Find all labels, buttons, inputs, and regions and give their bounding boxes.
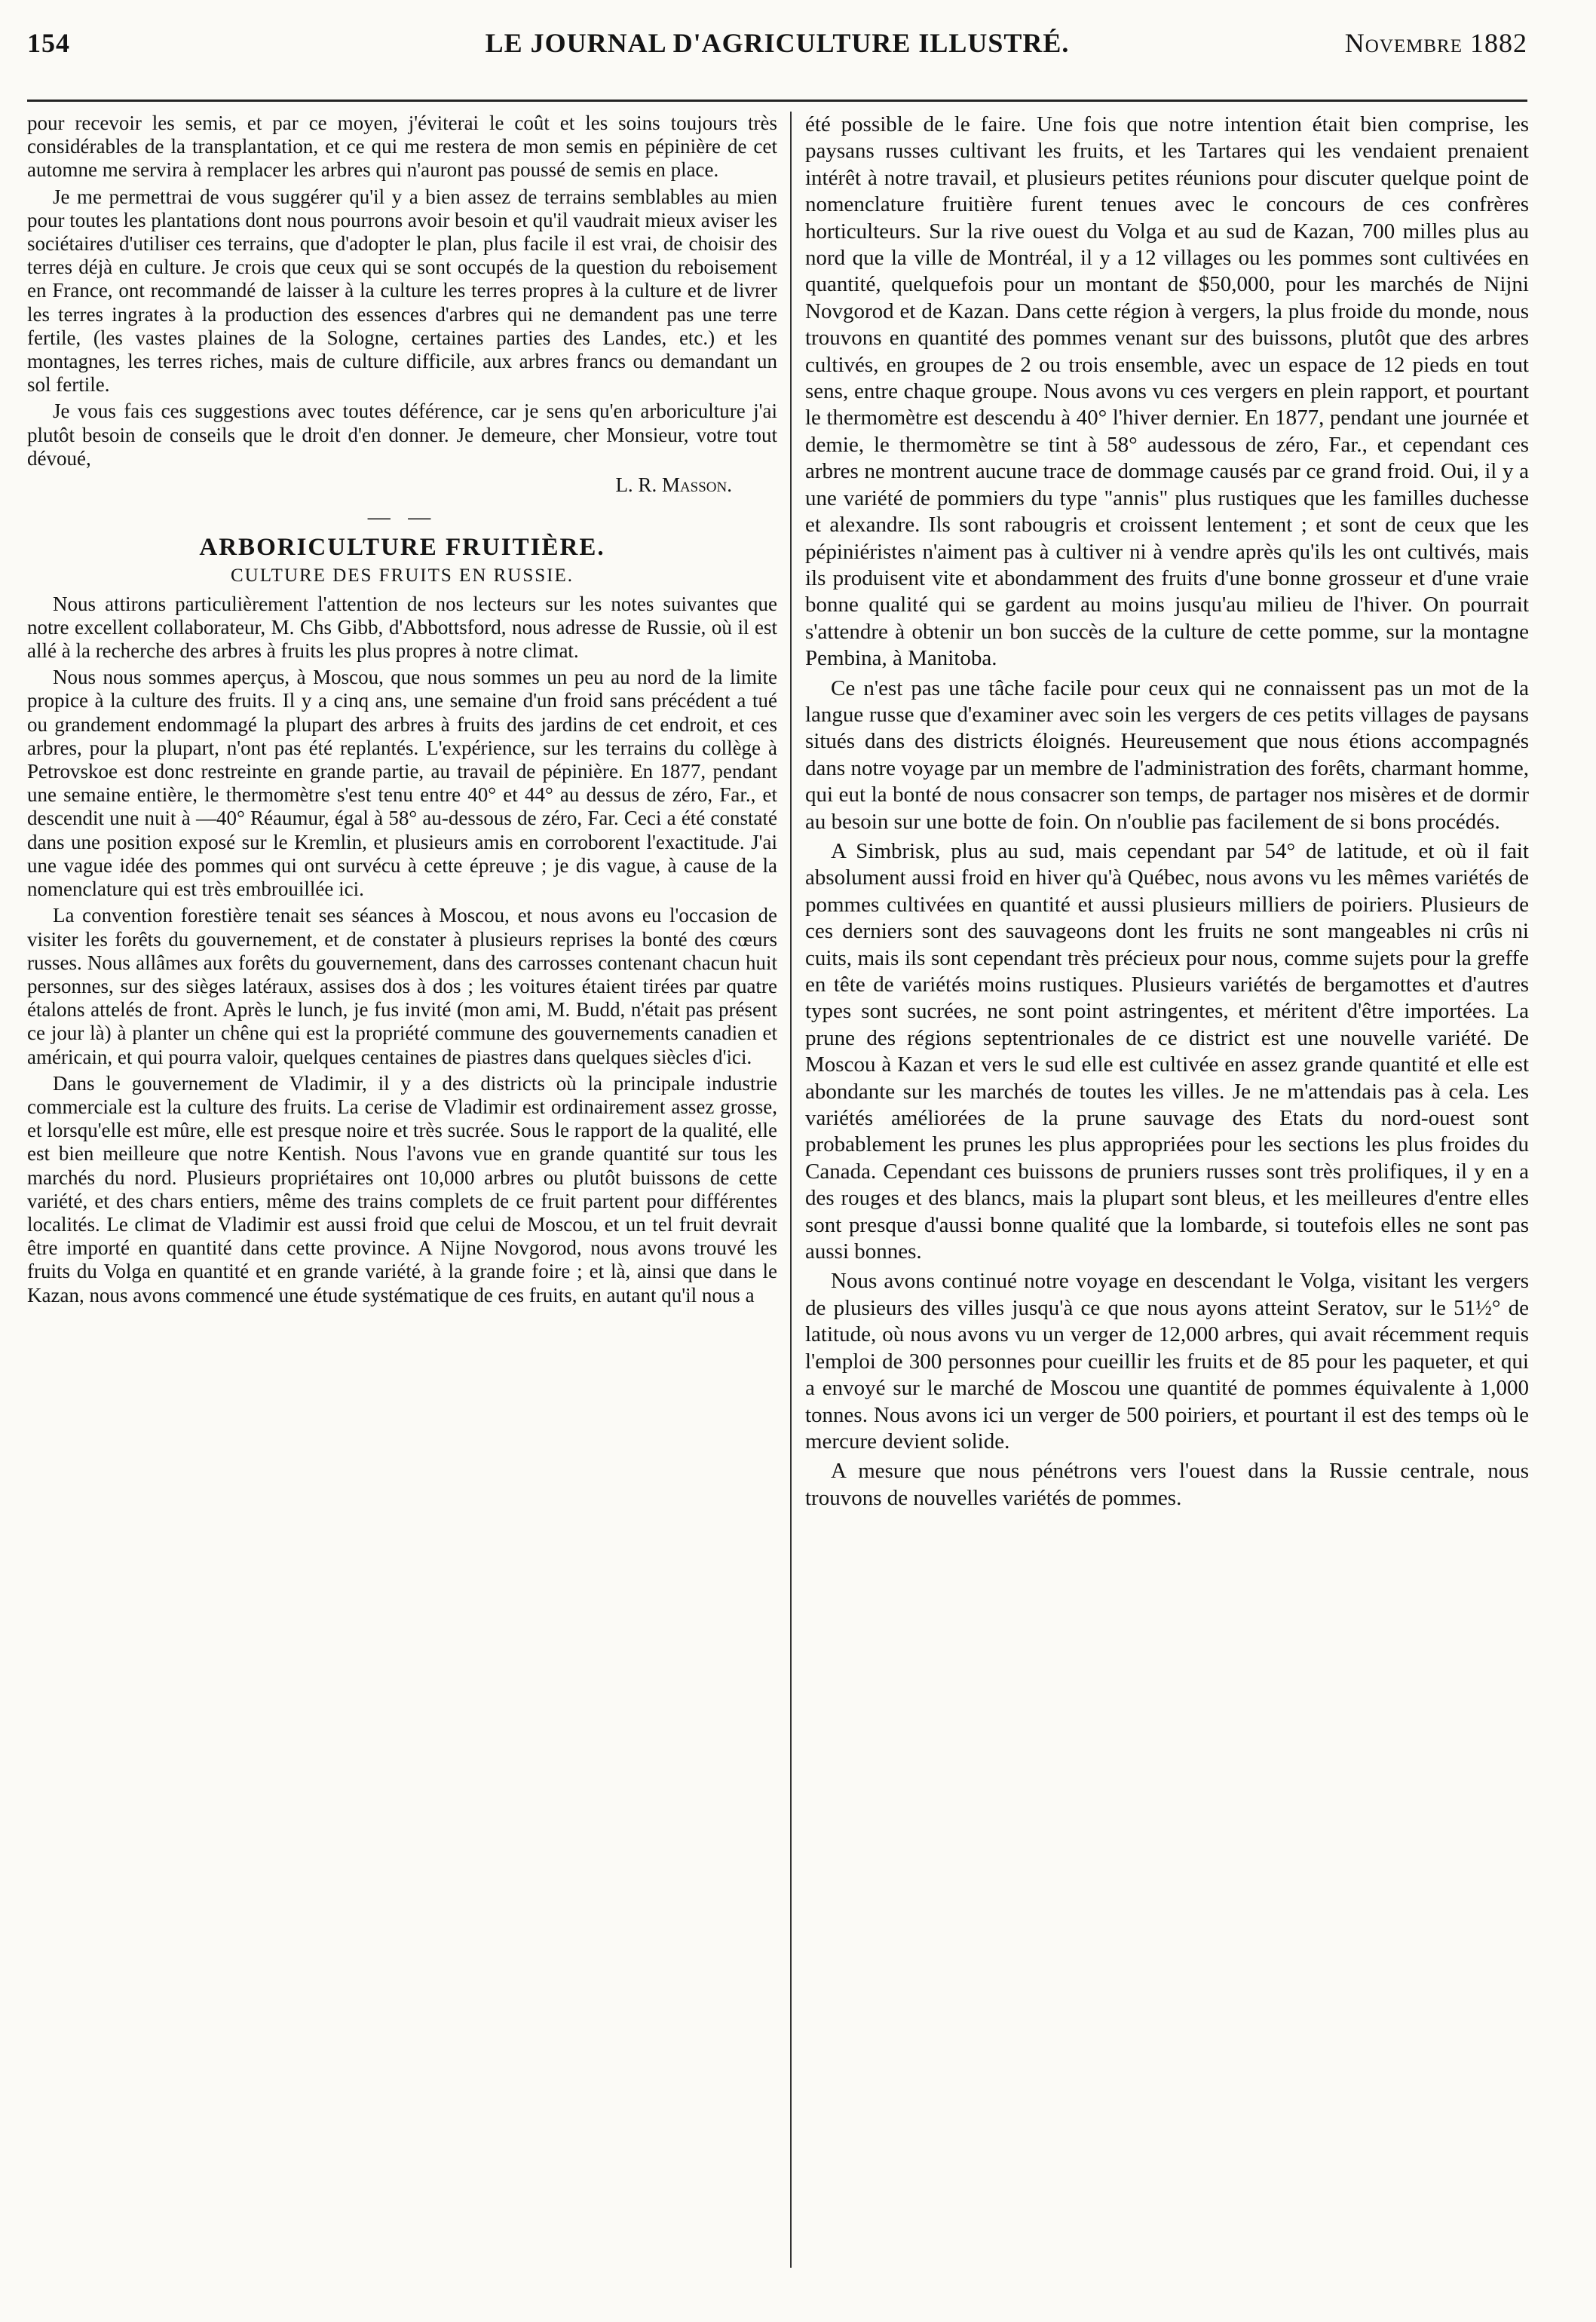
article-paragraph: Nous attirons particulièrement l'attention de nos lecteurs sur les notes suivantes que notre excellent collaborateur, M. Chs Gibb, d'Abbottsford, nous adresse de Russie, où il est allé à la recherche des arbres à fruits les plus propres à notre climat. [27,592,777,663]
article-paragraph: Ce n'est pas une tâche facile pour ceux qui ne connaissent pas un mot de la langue russe que d'examiner avec soin les vergers de ces petits villages de paysans situés dans des districts éloignés. Heureusement que nous étions accompagnés dans notre voyage par un membre de l'administration des forêts, charmant homme, qui eut la bonté de nous consacrer son temps, de partager nos misères et de dormir au besoin sur une botte de foin. On n'oublie pas facilement de si bons procédés. [805,675,1529,834]
header-rule [27,100,1527,102]
page-number: 154 [27,28,70,58]
journal-title: LE JOURNAL D'AGRICULTURE ILLUSTRÉ. [485,28,1070,58]
column-divider [790,112,792,2268]
article-paragraph: Nous avons continué notre voyage en descendant le Volga, visitant les vergers de plusieurs des villes jusqu'à ce que nous ayons atteint Seratov, sur le 51½° de latitude, où nous avons vu un verger de 12,000 arbres, qui avait récemment requis l'emploi de 300 personnes pour cueillir les fruits et de 85 pour les paqueter, et qui a envoyé sur le marché de Moscou une quantité de pommes équivalente à 1,000 tonnes. Nous avons ici un verger de 500 poiriers, et pourtant il est des temps où le mercure devient solide. [805,1269,1529,1454]
article-paragraph: A mesure que nous pénétrons vers l'ouest dans la Russie centrale, nous trouvons de nouvelles variétés de pommes. [805,1459,1529,1510]
letter-paragraph: Je me permettrai de vous suggérer qu'il y a bien assez de terrains semblables au mien pour toutes les plantations dont nous pourrons avoir besoin et qu'il vaudrait mieux aviser les sociétaires d'utiliser ces terrains, que d'adopter le plan, plus facile il est vrai, de choisir des terres déjà en culture. Je crois que ceux qui se sont occupés de la question du reboisement en France, ont recommandé de laisser à la culture les terres propres à la culture et de livrer les terres ingrates à la production des essences d'arbres qui ne demandent pas une terre fertile, (les vastes plaines de la Sologne, certaines parties des Landes, etc.) et les montagnes, les terres riches, mais de culture difficile, aux arbres francs ou demandant un sol fertile. [27,185,777,397]
article-paragraph: A Simbrisk, plus au sud, mais cependant par 54° de latitude, et où il fait absolument aussi froid en hiver qu'à Québec, nous avons vu les mêmes variétés de pommes cultivées en quantité et aussi plusieurs milliers de poiriers. Plusieurs de ces derniers sont des sauvageons dont les fruits ne sont mangeables ni crûs ni cuits, mais ils sont cependant très précieux pour nous, comme sujets pour la greffe en tête de variétés moins rustiques. Plusieurs variétés de bergamottes et d'autres types sont sucrées, ne sont point astringentes, et méritent d'être importées. La prune des régions septentrionales de ce district est une nouvelle variété. De Moscou à Kazan et vers le sud elle est cultivée en assez grande quantité et elle est abondante sur les marchés de toutes les villes. Je ne m'attendais pas à cela. Les variétés améliorées de la prune sauvage des Etats du nord-ouest sont probablement les prunes les plus appropriées pour les sections les plus froides du Canada. Cependant ces buissons de pruniers russes sont très prolifiques, il y en a des rouges et des blancs, mais la plupart sont bleus, et les meilleures d'entre elles sont presque d'aussi bonne qualité que la lombarde, si toutefois elles ne sont pas aussi bonnes. [805,838,1529,1264]
article-paragraph: Dans le gouvernement de Vladimir, il y a des districts où la principale industrie commerciale est la culture des fruits. La cerise de Vladimir est ordinairement assez grosse, et lorsqu'elle est mûre, elle est presque noire et très sucrée. Sous le rapport de la qualité, elle est bien meilleure que notre Kentish. Nous l'avons vue en grande quantité sur tous les marchés du nord. Plusieurs propriétaires ont 10,000 arbres ou plutôt buissons de cette variété, et des chars entiers, même des trains complets de ce fruit partent pour différentes localités. Le climat de Vladimir est aussi froid que celui de Moscou, et un tel fruit devrait être importé en quantité dans cette province. A Nijne Novgorod, nous avons trouvé les fruits du Volga en quantité et en grande variété, à la grande foire ; et là, ainsi que dans le Kazan, nous avons commencé une étude systématique de ces fruits, en autant qu'il nous a [27,1071,777,1307]
article-paragraph: été possible de le faire. Une fois que notre intention était bien comprise, les paysans russes cultivant les fruits, et les Tartares qui les vendaient prenaient intérêt à notre travail, et plusieurs petites réunions pour discuter quelque point de nomenclature fruitière furent tenues avec le concours de ces confrères horticulteurs. Sur la rive ouest du Volga et au sud de Kazan, 700 milles plus au nord que la ville de Montréal, il y a 12 villages ou les pommes sont cultivées en quantité, quelquefois pour un montant de $50,000, pour les marchés de Nijni Novgorod et de Kazan. Dans cette région à vergers, la plus froide du monde, nous trouvons en quantité des pommes venant sur des buissons, plutôt que des arbres cultivés, en groupes de 2 ou trois ensemble, avec un espace de 12 pieds en tout sens, entre chaque groupe. Nous avons vu ces vergers en plein rapport, et pourtant le thermomètre est descendu à 40° l'hiver dernier. En 1877, pendant une journée et demie, le thermomètre se tint à 58° audessous de zéro, Far., et cependant ces arbres ne montrent aucune trace de dommage causés par ce grand froid. Oui, il y a une variété de pommiers du type "annis" plus rustiques que les familles duchesse et alexandre. Ils sont rabougris et croissent lentement ; et sont de ceux que les pépiniéristes n'aiment pas à cultiver ni à vendre après qu'ils les ont cultivés, mais ils produisent vite et abondamment des fruits d'une bonne grosseur et d'une vraie bonne qualité qui se gardent au moins jusqu'au milieu de l'hiver. On pourrait s'attendre à obtenir un bon succès de la culture de cette pomme, sur la montagne Pembina, à Manitoba. [805,112,1529,671]
letter-paragraph: pour recevoir les semis, et par ce moyen, j'éviterai le coût et les soins toujours très considérables de la transplantation, et ce qui me restera de mon semis en pépinière de cet automne me servira à remplacer les arbres qui n'auront pas poussé de semis en place. [27,112,777,182]
letter-paragraph: Je vous fais ces suggestions avec toutes déférence, car je sens qu'en arboriculture j'ai plutôt besoin de conseils que le droit d'en donner. Je demeure, cher Monsieur, votre tout dévoué, [27,400,777,470]
section-title: ARBORICULTURE FRUITIÈRE. [199,534,605,562]
article-paragraph: Nous nous sommes aperçus, à Moscou, que nous sommes un peu au nord de la limite propice à la culture des fruits. Il y a cinq ans, une semaine d'un froid sans précédent a tué ou grandement endommagé la plupart des arbres à fruits des jardins de cet endroit, et ces arbres, pour la plupart, n'ont pas été replantés. L'expérience, sur les terrains du collège à Petrovskoe est donc restreinte en grande partie, au travail de pépinière. En 1877, pendant une semaine entière, le thermomètre s'est tenu entre 40° et 44° au dessus de zéro, Far., et descendit une nuit à —40° Réaumur, égal à 58° au-dessous de zéro, Far. Ceci a été constaté dans une position exposé sur le Kremlin, et plusieurs amis en corroborent l'exactitude. J'ai une vague idée des pommes qui ont survécu à cette épreuve ; je dis vague, à cause de la nomenclature qui est très embrouillée ici. [27,666,777,901]
issue-date: Novembre 1882 [1344,28,1527,58]
letter-signature: L. R. Masson. [615,473,732,497]
section-separator: — — [367,504,437,530]
right-column [805,112,1529,2298]
article-paragraph: La convention forestière tenait ses séances à Moscou, et nous avons eu l'occasion de visiter les forêts du gouvernement, et de constater à plusieurs reprises la bonté des cœurs russes. Nous allâmes aux forêts du gouvernement, dans des carrosses contenant chacun huit personnes, sur des sièges latéraux, assises dos à dos ; les voitures étaient tirées par quatre étalons attelés de front. Après le lunch, je fus invité (mon ami, M. Budd, n'était pas présent ce jour là) à planter un chêne qui est la propriété commune des gouvernements canadien et américain, et qui pourra valoir, quelques centaines de piastres dans quelques siècles d'ici. [27,904,777,1068]
left-column [27,112,777,2298]
page-header [27,27,1527,69]
section-subtitle: CULTURE DES FRUITS EN RUSSIE. [230,565,574,587]
